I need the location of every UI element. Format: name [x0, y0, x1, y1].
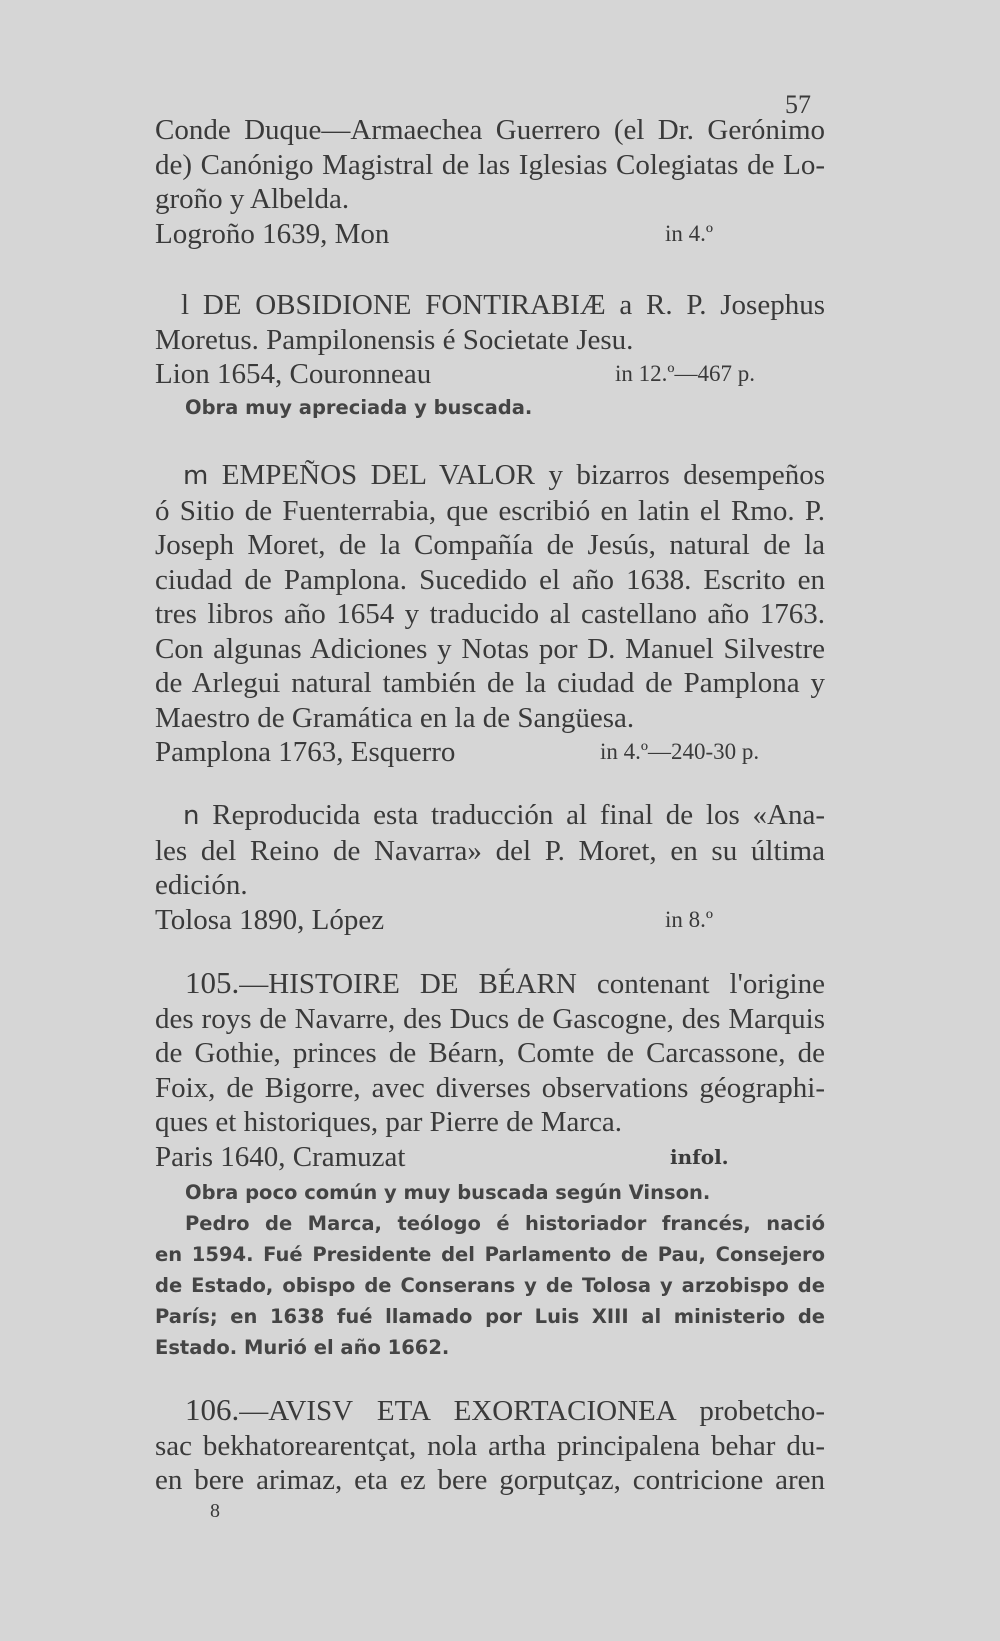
imprint-place: Paris 1640, Cramuzat: [155, 1140, 406, 1173]
entry-note: Estado. Murió el año 1662.: [155, 1336, 450, 1359]
entry-first-line: [155, 1393, 825, 1429]
imprint-format: infol.: [670, 1144, 729, 1169]
entry-line: en bere arimaz, eta ez bere gorputçaz, contricione aren: [155, 1464, 825, 1496]
entry-note: Obra muy apreciada y buscada.: [185, 395, 533, 419]
entry-note: de Estado, obispo de Conserans y de Tolosa y arzobispo de: [155, 1274, 825, 1297]
entry-line: Maestro de Gramática en la de Sangüesa.: [155, 701, 635, 734]
entry-heading: EMPEÑOS DEL VALOR y bizarros desempeños: [221, 459, 826, 491]
entry-n: [155, 798, 825, 937]
entry-line: de) Canónigo Magistral de las Iglesias Colegiatas de Lo-: [155, 148, 825, 181]
entry-line: tres libros año 1654 y traducido al castellano año 1763.: [155, 598, 825, 630]
entry-marker: m: [183, 461, 209, 491]
imprint-place: Logroño 1639, Mon: [155, 217, 390, 250]
entry-line: sac bekhatorearentçat, nola artha principalena behar du-: [155, 1429, 825, 1462]
entry-heading: Reproducida esta traducción al final de los «Ana-: [212, 799, 825, 831]
imprint: [155, 903, 825, 938]
entry-line: Conde Duque—Armaechea Guerrero (el Dr. Gerónimo: [155, 114, 825, 146]
entry-note-block: [155, 1174, 825, 1363]
entry-note: Obra poco común y muy buscada según Vinson.: [185, 1181, 711, 1204]
entry-note: Pedro de Marca, teólogo é historiador francés, nació: [185, 1212, 825, 1235]
entry-number: 106.: [185, 1392, 240, 1427]
entry-m: [155, 458, 825, 770]
entry-number: 105.: [185, 965, 240, 1000]
entry-heading: DE OBSIDIONE FONTIRABIÆ a R. P. Josephus: [202, 289, 826, 321]
entry-conde-duque: [155, 113, 825, 251]
imprint: [155, 735, 825, 770]
entry-line: des roys de Navarre, des Ducs de Gascogne, des Marquis: [155, 1002, 825, 1035]
entry-line: les del Reino de Navarra» del P. Moret, en su última: [155, 834, 825, 867]
entry-line: de Gothie, princes de Béarn, Comte de Carcassone, de: [155, 1037, 825, 1069]
entry-line: de Arlegui natural también de la ciudad de Pamplona y: [155, 667, 825, 699]
entry-first-line: [155, 966, 825, 1002]
entry-line: Moretus. Pampilonensis é Societate Jesu.: [155, 323, 634, 356]
entry-first-line: [155, 288, 825, 323]
entry-l: [155, 288, 825, 423]
entry-line: edición.: [155, 869, 248, 901]
entry-line: ques et historiques, par Pierre de Marca.: [155, 1106, 623, 1138]
entry-note: en 1594. Fué Presidente del Parlamento de Pau, Consejero: [155, 1243, 825, 1266]
entry-105: [155, 966, 825, 1363]
entry-line: ó Sitio de Fuenterrabia, que escribió en latin el Rmo. P.: [155, 494, 825, 527]
entry-line: Joseph Moret, de la Compañía de Jesús, natural de la: [155, 529, 825, 561]
imprint-format: in 4.º: [665, 220, 714, 246]
imprint-place: Tolosa 1890, López: [155, 903, 385, 936]
imprint: [155, 357, 825, 392]
imprint-format: in 8.º: [665, 906, 714, 932]
entry-heading: —HISTOIRE DE BÉARN contenant l'origine: [239, 968, 825, 1000]
imprint-place: Lion 1654, Couronneau: [155, 358, 432, 390]
imprint-format: in 4.º—240-30 p.: [600, 739, 760, 764]
entry-note: París; en 1638 fué llamado por Luis XIII al ministerio de: [155, 1305, 825, 1328]
entry-marker: l: [181, 289, 190, 321]
entry-line: Foix, de Bigorre, avec diverses observations géographi-: [155, 1071, 825, 1104]
entry-line: ciudad de Pamplona. Sucedido el año 1638. Escrito en: [155, 563, 825, 596]
entry-first-line: [155, 798, 825, 834]
entry-first-line: [155, 458, 825, 494]
entry-line: groño y Albelda.: [155, 183, 350, 215]
entry-heading: —AVISV ETA EXORTACIONEA probetcho-: [239, 1395, 825, 1427]
entry-line: Con algunas Adiciones y Notas por D. Manuel Silvestre: [155, 632, 825, 665]
imprint-place: Pamplona 1763, Esquerro: [155, 736, 456, 768]
entry-106: [155, 1393, 825, 1498]
imprint: [155, 217, 825, 252]
page-number: 57: [785, 90, 811, 119]
entry-marker: n: [183, 801, 200, 831]
imprint: [155, 1140, 825, 1175]
imprint-format: in 12.º—467 p.: [615, 361, 756, 386]
signature-mark: 8: [210, 1500, 220, 1522]
